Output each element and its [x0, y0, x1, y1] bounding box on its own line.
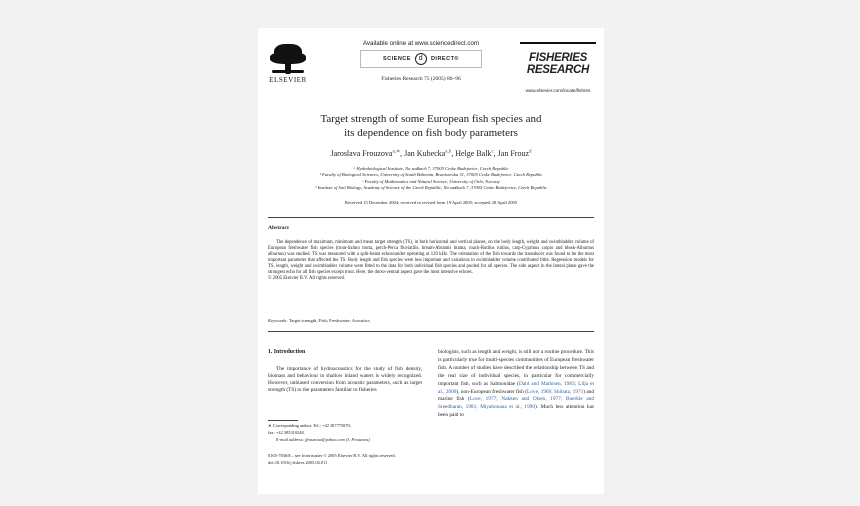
keywords-label: Keywords:: [268, 318, 288, 323]
received-dates: Received 15 December 2004; received in revised form 19 April 2005; accepted 28 April 2005: [344, 200, 518, 205]
sd-right: DIRECT®: [430, 56, 459, 62]
journal-header: [354, 40, 488, 82]
footnote-email: E-mail address: jfrouzova@yahoo.com (J. Frouzova).: [276, 437, 371, 442]
journal-logo-line2: RESEARCH: [526, 64, 590, 76]
title-line-1: Target strength of some European fish species and: [320, 113, 542, 125]
paper-page: [258, 28, 604, 494]
footnote-corresponding: ∗ Corresponding author. Tel.: +42 387775870;: [268, 423, 351, 428]
journal-logo: [520, 42, 596, 93]
affiliation: ᵇ Faculty of Biological Sciences, University of South Bohemia, Branisovska 31, 37005 Ceske Budejovice, Czech Republic: [319, 172, 543, 178]
divider: [268, 331, 594, 332]
copyright: © 2005 Elsevier B.V. All rights reserved.: [268, 276, 346, 281]
available-online-text: Available online at www.sciencedirect.com: [362, 40, 480, 47]
article-title: [278, 112, 584, 140]
citation-link[interactable]: Dahl and Mathisen, 1983; Lilja et al., 2000: [438, 380, 594, 395]
issn-doi: [268, 452, 468, 466]
author: Jan Frouz$^d$: [497, 148, 532, 158]
section-heading: 1. Introduction: [268, 349, 306, 355]
author: Helge Balk$^c$,: [455, 148, 498, 158]
sd-left: SCIENCE: [383, 56, 411, 62]
intro-right-column: [438, 349, 594, 420]
author-list: [268, 148, 594, 158]
intro-left-column: [268, 366, 422, 394]
publisher-name: ELSEVIER: [269, 76, 307, 84]
citation-link[interactable]: Love, 1969; Shibata, 1971: [527, 388, 584, 395]
abstract-text: The dependence of maximum, minimum and mean target strength (TS), in both horizontal and vertical planes, on the body length, weight and swimbladder volume of European freshwater fish species (trout-Salmo trutta, perch-Perca fluviatilis, bream-Abramis brama, roach-Rutilus rutilus, carp-Cyprinus carpio and bleak-Alburnus alburnus) was studied. TS was measured with a split-beam echosounder operating at 120 kHz. The orientation of the fish towards the transducer was found to be the most important parameter that affected the TS. Body length and fish species were less important and variations in swimbladder volume contributed little. Regression models for TS, length, weight and swimbladder volume were fitted to the data for both individual fish species and pooled for all species. The side aspect in the lateral plane gave the strongest echo for all fish species except trout. Here, the dorso-ventral aspect gave the most intensive echoes.: [268, 240, 594, 275]
keywords-list: Target strength; Fish; Freshwater; Acoustics: [288, 318, 370, 323]
affiliation: ᶜ Faculty of Mathematics and Natural Science, University of Oslo, Norway: [362, 178, 500, 184]
author: Jaroslava Frouzova$^{a,∗}$,: [330, 148, 405, 158]
divider: [268, 217, 594, 218]
sd-mark-icon: d: [415, 53, 427, 65]
author: Jan Kubecka$^{a,b}$,: [404, 148, 456, 158]
citation-link[interactable]: Love, 1977; Nakken and Olsen, 1977; Buerkle and Sreedharan, 1981; Miyabonana et al., 1990: [438, 396, 594, 411]
elsevier-tree-icon: [268, 42, 308, 74]
footnote-fax: fax: +42 385310248.: [268, 430, 305, 435]
intro-paragraph: The importance of hydroacoustics for the study of fish density, biomass and behaviour in shallow inland waters is widely recognized. However, unbiased conversion from acoustic parameters, such as target strength (TS) to the parameters familiar to fisheries: [268, 366, 422, 393]
affiliation: ᵃ Hydrobiological Institute, Na sadkach 7, 37005 Ceske Budejovice, Czech Republic: [353, 166, 509, 171]
elsevier-logo: [266, 42, 310, 84]
footnotes: [268, 422, 428, 443]
abstract-body: [268, 240, 594, 282]
footnote-divider: [268, 420, 298, 421]
intro-paragraph-cont: biologists, such as length and weight, is still not a routine procedure. This is particularly true for multi-species communities of European freshwater fish. A number of studies have described the relationship between TS and the real size of individual species, in particular for commercially important fish, such as Salmonidae (Dahl and Mathisen, 1983; Lilja et al., 2000), non-European freshwater fish (Love, 1969; Shibata, 1971) and marine fish (Love, 1977; Nakken and Olsen, 1977; Buerkle and Sreedharan, 1981; Miyabonana et al., 1990). Much less attention has been paid to: [438, 349, 594, 419]
journal-reference: Fisheries Research 75 (2005) 86–96: [381, 76, 461, 82]
doi-line: doi:10.1016/j.fishres.2005.04.011: [268, 460, 328, 465]
sciencedirect-logo: [360, 50, 482, 68]
keywords: [268, 318, 594, 323]
abstract-heading: Abstract: [268, 225, 289, 231]
affiliations: [268, 166, 594, 191]
journal-url: www.elsevier.com/locate/fishres: [525, 88, 591, 93]
affiliation: ᵈ Institute of Soil Biology, Academy of Science of the Czech Republic, Na sadkach 7, 37005 Ceske Budejovice, Czech Republic: [315, 184, 547, 190]
title-line-2: its dependence on fish body parameters: [344, 127, 518, 139]
issn-line: 0165-7836/$ – see front matter © 2005 Elsevier B.V. All rights reserved.: [268, 453, 396, 458]
journal-logo-line1: FISHERIES: [528, 52, 587, 64]
